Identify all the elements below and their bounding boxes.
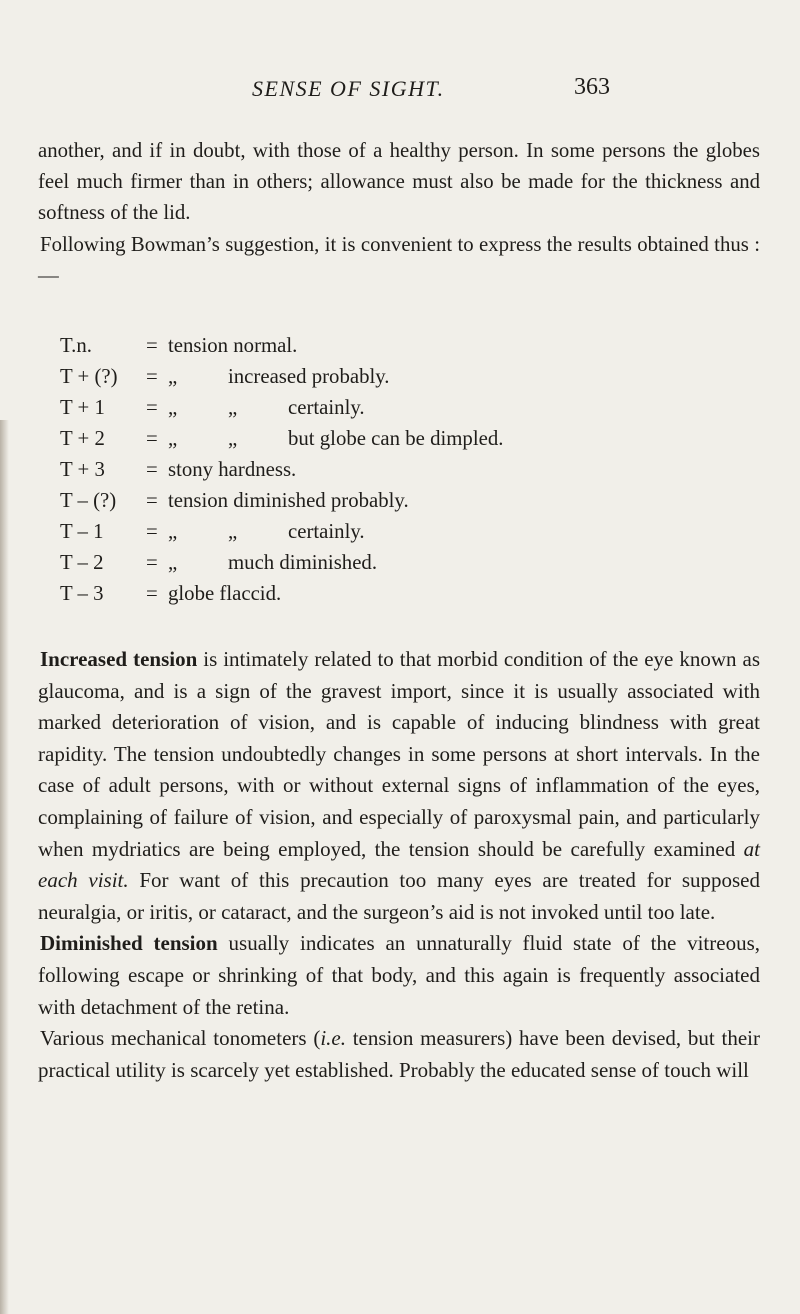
equals-sign: = <box>146 520 158 543</box>
ditto-mark: „ <box>168 520 178 543</box>
tension-row <box>60 392 800 423</box>
diminished-tension-paragraph: Diminished tension usually indicates an unnaturally fluid state of the vitreous, following escape or shrinking of that body, and this again is frequently associated with detachment of the retina. <box>38 931 761 1019</box>
tension-description: stony hardness. <box>168 458 297 481</box>
tension-row <box>60 423 800 454</box>
tension-code: T + 1 <box>60 396 105 419</box>
tension-code: T + (?) <box>60 365 118 388</box>
tension-code: T – 2 <box>60 551 104 574</box>
ditto-mark: „ <box>168 365 178 388</box>
increased-tension-paragraph: Increased tension is intimately related to that morbid condition of the eye known as glaucoma, and is a sign of the gravest import, since it is usually associated with marked deterioration of vision, and is capable of inducing blindness with great rapidity. The tension undoubtedly changes in some persons at short intervals. In the case of adult persons, with or without external signs of inflammation of the eyes, complaining of failure of vision, and especially of paroxysmal pain, and particularly when mydriatics are being employed, the tension should be carefully examined at each visit. For want of this precaution too many eyes are treated for supposed neuralgia, or iritis, or cataract, and the surgeon’s aid is not invoked until too late. <box>38 647 761 924</box>
equals-sign: = <box>146 582 158 605</box>
tonometers-paragraph: Various mechanical tonometers (i.e. tension measurers) have been devised, but their practical utility is scarcely yet established. Probably the educated sense of touch will <box>38 1026 760 1082</box>
tension-description: „ increased probably. <box>168 361 390 392</box>
tension-description: globe flaccid. <box>168 582 282 605</box>
ditto-mark: „ <box>168 551 178 574</box>
equals-sign: = <box>146 365 158 388</box>
intro-paragraph-2: Following Bowman’s suggestion, it is convenient to express the results obtained thus :— <box>38 232 760 287</box>
tension-description: „ „ certainly. <box>168 516 365 547</box>
equals-sign: = <box>146 396 158 419</box>
ditto-mark: „ <box>228 427 238 450</box>
equals-sign: = <box>146 489 158 512</box>
tension-description: tension diminished probably. <box>168 489 409 512</box>
tension-code: T + 2 <box>60 427 105 450</box>
equals-sign: = <box>146 458 158 481</box>
equals-sign: = <box>146 427 158 450</box>
emphasis: i.e. <box>320 1026 346 1051</box>
emphasis: at each visit. <box>38 836 760 893</box>
tension-description: „ „ but globe can be dimpled. <box>168 423 503 454</box>
tension-code: T – 1 <box>60 520 104 543</box>
tension-description: „ „ certainly. <box>168 392 365 423</box>
intro-text <box>38 135 760 291</box>
equals-sign: = <box>146 551 158 574</box>
tension-row <box>60 330 800 361</box>
tension-code: T + 3 <box>60 458 105 481</box>
ditto-mark: „ <box>168 427 178 450</box>
tension-code: T – 3 <box>60 582 104 605</box>
diminished-tension-heading: Diminished tension <box>40 931 218 956</box>
tension-row <box>60 361 800 392</box>
ditto-mark: „ <box>168 396 178 419</box>
tension-scale <box>60 330 800 609</box>
tension-code: T.n. <box>60 334 92 357</box>
page-edge-shadow <box>0 420 9 1314</box>
body-text <box>38 644 760 1086</box>
tension-description: tension normal. <box>168 334 298 357</box>
running-title: SENSE OF SIGHT. <box>252 76 445 101</box>
increased-tension-heading: Increased tension <box>40 647 198 671</box>
tension-row <box>60 485 800 516</box>
intro-paragraph-1: another, and if in doubt, with those of a healthy person. In some persons the globes feel much firmer than in others; allowance must also be made for the thickness and softness of the lid. <box>38 139 760 225</box>
page-header <box>230 72 610 112</box>
page-number: 363 <box>574 74 610 100</box>
tension-description: „ much diminished. <box>168 547 377 578</box>
equals-sign: = <box>146 334 158 357</box>
ditto-mark: „ <box>228 396 238 419</box>
tension-row <box>60 516 800 547</box>
tension-row <box>60 454 800 485</box>
ditto-mark: „ <box>228 520 238 543</box>
tension-row <box>60 547 800 578</box>
tension-row <box>60 578 800 609</box>
tension-code: T – (?) <box>60 489 117 512</box>
